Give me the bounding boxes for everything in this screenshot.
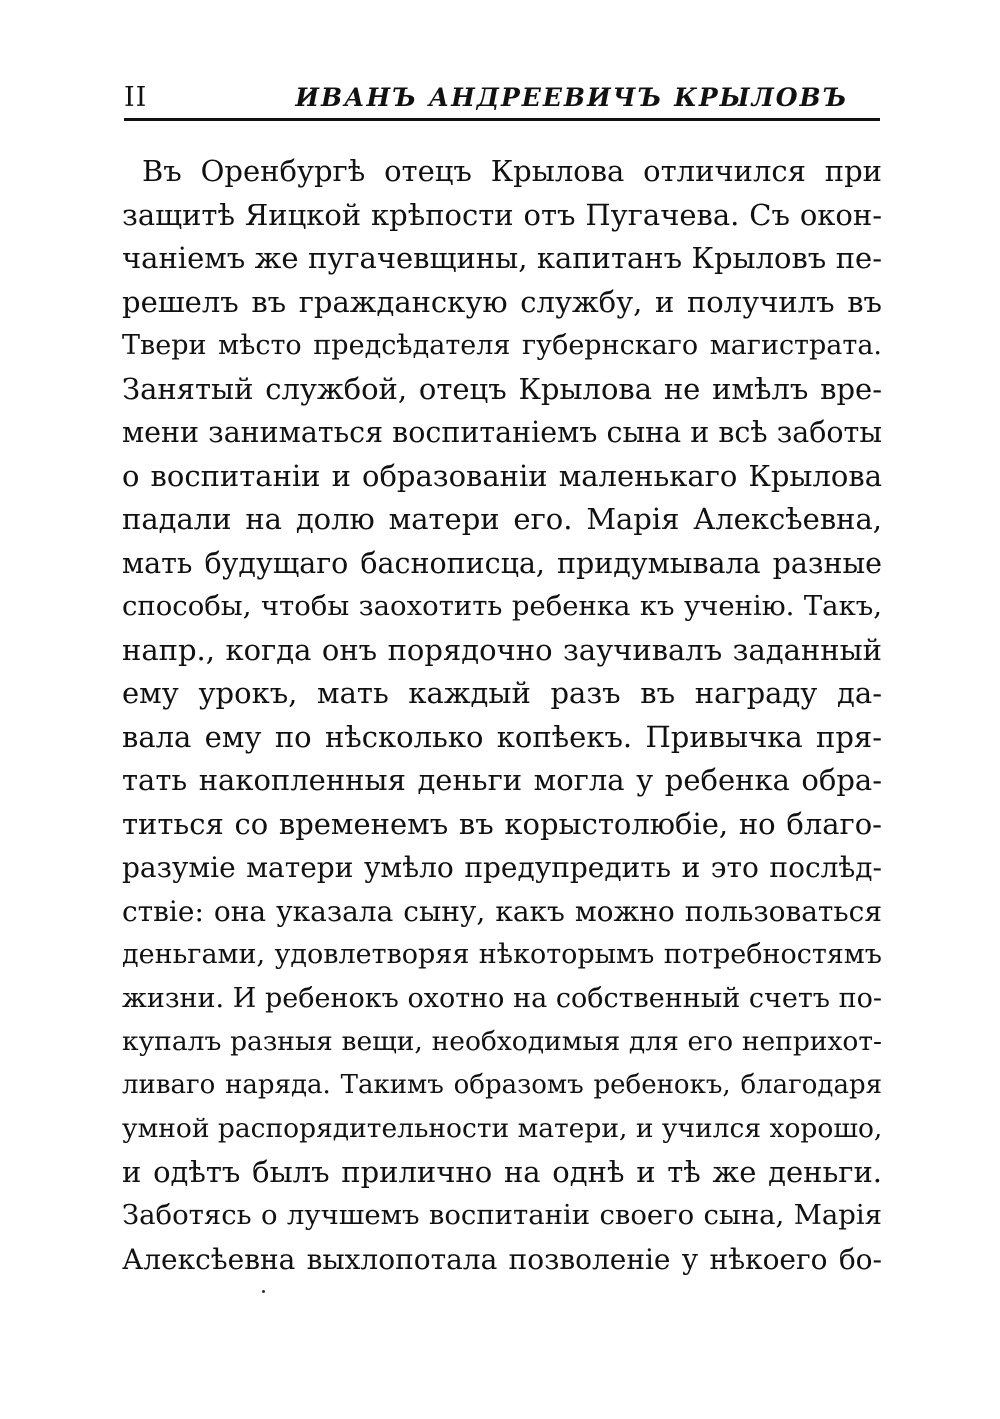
text-line: ливаго наряда. Такимъ образомъ ребенокъ, благодаря: [122, 1069, 882, 1100]
text-line: способы, чтобы заохотить ребенка къ ученію. Такъ,: [122, 590, 882, 622]
body-text: [122, 150, 882, 1281]
text-line: о воспитаніи и образованіи маленькаго Крылова: [122, 458, 882, 493]
text-line: Занятый службой, отецъ Крылова не имѣлъ вре-: [122, 371, 882, 406]
text-line: Заботясь о лучшемъ воспитаніи своего сына, Марія: [122, 1199, 882, 1231]
text-line: падали на долю матери его. Марія Алексѣевна,: [122, 502, 882, 536]
text-line: и одѣтъ былъ прилично на однѣ и тѣ же деньги.: [122, 1154, 882, 1189]
page-header: [124, 80, 880, 116]
text-line: ствіе: она указала сыну, какъ можно пользоваться: [122, 894, 882, 928]
text-line: жизни. И ребенокъ охотно на собственный счетъ по-: [122, 982, 882, 1014]
header-rule: [124, 118, 880, 121]
text-line: защитѣ Яицкой крѣпости отъ Пугачева. Съ окон-: [122, 197, 882, 232]
running-title: ИВАНЪ АНДРЕЕВИЧЪ КРЫЛОВЪ: [295, 83, 849, 112]
text-line: умной распорядительности матери, и учился хорошо,: [122, 1113, 883, 1144]
text-line: тать накопленныя деньги могла у ребенка обра-: [122, 763, 882, 797]
text-line: Твери мѣсто предсѣдателя губернскаго магистрата.: [122, 330, 882, 361]
text-line: решелъ въ гражданскую службу, и получилъ въ: [122, 284, 882, 319]
text-line: чаніемъ же пугачевщины, капитанъ Крыловъ пе-: [122, 241, 882, 275]
text-line: ему урокъ, мать каждый разъ въ награду да-: [122, 676, 882, 710]
text-line: разуміе матери умѣло предупредить и это послѣд-: [122, 851, 882, 884]
text-line: вала ему по нѣсколько копѣекъ. Привычка пря-: [122, 719, 882, 754]
text-line: Въ Оренбургѣ отецъ Крылова отличился при: [142, 154, 882, 188]
text-line: Алексѣевна выхлопотала позволеніе у нѣкоего бо-: [122, 1242, 882, 1276]
text-line: купалъ разныя вещи, необходимыя для его неприхот-: [122, 1026, 882, 1057]
page-number: II: [124, 82, 148, 113]
text-line: деньгами, удовлетворяя нѣкоторымъ потребностямъ: [122, 939, 882, 970]
text-line: напр., когда онъ порядочно заучивалъ заданный: [122, 632, 882, 667]
text-line: мени заниматься воспитаніемъ сына и всѣ заботы: [122, 416, 882, 449]
text-line: мать будущаго баснописца, придумывала разные: [122, 546, 882, 580]
print-speck: [262, 1290, 265, 1293]
text-line: титься со временемъ въ корыстолюбіе, но благо-: [122, 806, 882, 841]
